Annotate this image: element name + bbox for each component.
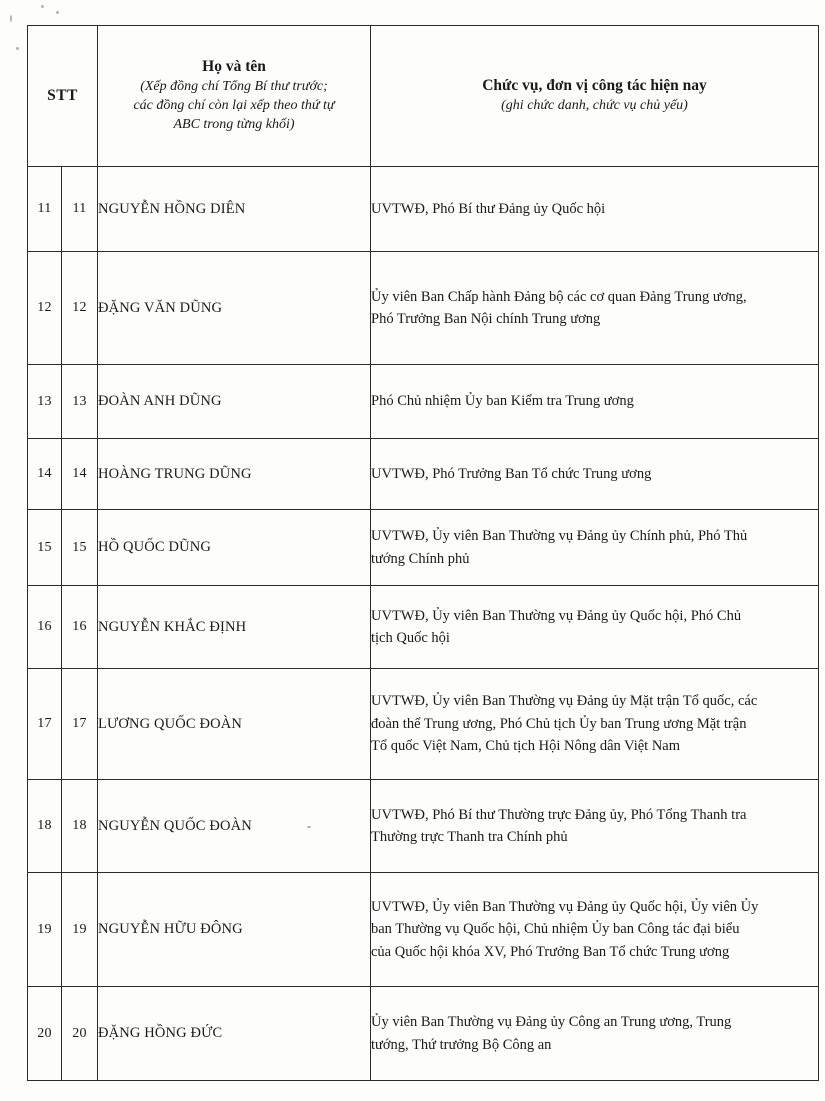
personnel-table — [27, 25, 819, 1081]
person-name: NGUYỄN HỮU ĐÔNG — [98, 873, 371, 987]
person-name: NGUYỄN HỒNG DIÊN — [98, 167, 371, 252]
row-index-inner: 18 — [62, 780, 98, 873]
position-line: UVTWĐ, Ủy viên Ban Thường vụ Đảng ủy Quốc hội, Ủy viên Ủy — [371, 898, 759, 915]
row-index-inner: 15 — [62, 510, 98, 586]
table-body — [28, 167, 819, 1081]
person-name: HỒ QUỐC DŨNG — [98, 510, 371, 586]
table-row — [28, 873, 819, 987]
header-role — [371, 26, 819, 167]
person-name: NGUYỄN QUỐC ĐOÀN — [98, 780, 371, 873]
row-index-outer: 13 — [28, 365, 62, 439]
header-name — [98, 26, 371, 167]
table-row — [28, 987, 819, 1081]
table-row — [28, 780, 819, 873]
scan-speck — [41, 5, 44, 8]
person-position — [371, 873, 819, 987]
table-row — [28, 252, 819, 365]
person-name: ĐOÀN ANH DŨNG — [98, 365, 371, 439]
person-position — [371, 586, 819, 669]
position-line: đoàn thể Trung ương, Phó Chủ tịch Ủy ban Trung ương Mặt trận — [371, 715, 747, 732]
position-line: tướng Chính phủ — [371, 550, 470, 567]
person-position — [371, 167, 819, 252]
person-position — [371, 365, 819, 439]
position-line: Phó Trưởng Ban Nội chính Trung ương — [371, 311, 601, 327]
scan-speck — [16, 47, 19, 50]
row-index-inner: 13 — [62, 365, 98, 439]
header-role-title: Chức vụ, đơn vị công tác hiện nay — [482, 76, 707, 94]
position-line: Phó Chủ nhiệm Ủy ban Kiểm tra Trung ương — [371, 393, 634, 410]
row-index-inner: 17 — [62, 669, 98, 780]
table-row — [28, 510, 819, 586]
position-line: UVTWĐ, Phó Trưởng Ban Tổ chức Trung ương — [371, 465, 652, 482]
scan-speck — [56, 11, 59, 14]
position-line: UVTWĐ, Ủy viên Ban Thường vụ Đảng ủy Mặt trận Tổ quốc, các — [371, 693, 758, 710]
position-line: UVTWĐ, Ủy viên Ban Thường vụ Đảng ủy Chính phủ, Phó Thủ — [371, 528, 748, 545]
person-position — [371, 252, 819, 365]
header-name-title: Họ và tên — [202, 57, 266, 75]
row-index-outer: 16 — [28, 586, 62, 669]
person-name: ĐẶNG VĂN DŨNG — [98, 252, 371, 365]
table-row — [28, 586, 819, 669]
person-position — [371, 669, 819, 780]
row-index-outer: 14 — [28, 439, 62, 510]
position-line: Tổ quốc Việt Nam, Chủ tịch Hội Nông dân Việt Nam — [371, 738, 681, 755]
position-line: UVTWĐ, Ủy viên Ban Thường vụ Đảng ủy Quốc hội, Phó Chủ — [371, 607, 742, 624]
row-index-inner: 19 — [62, 873, 98, 987]
table-row — [28, 167, 819, 252]
table-row — [28, 439, 819, 510]
header-row — [28, 26, 819, 167]
position-line: tướng, Thứ trưởng Bộ Công an — [371, 1036, 552, 1053]
person-position — [371, 510, 819, 586]
person-position — [371, 439, 819, 510]
row-index-outer: 19 — [28, 873, 62, 987]
row-index-outer: 11 — [28, 167, 62, 252]
header-name-note-line-1: (Xếp đồng chí Tổng Bí thư trước; — [140, 79, 328, 95]
position-line: UVTWĐ, Phó Bí thư Đảng ủy Quốc hội — [371, 200, 606, 217]
row-index-inner: 16 — [62, 586, 98, 669]
position-line: Thường trực Thanh tra Chính phủ — [371, 829, 568, 845]
row-index-outer: 15 — [28, 510, 62, 586]
row-index-inner: 12 — [62, 252, 98, 365]
table-header — [28, 26, 819, 167]
position-line: Ủy viên Ban Thường vụ Đảng ủy Công an Trung ương, Trung — [371, 1014, 732, 1031]
row-index-outer: 20 — [28, 987, 62, 1081]
person-name: ĐẶNG HỒNG ĐỨC — [98, 987, 371, 1081]
person-position — [371, 780, 819, 873]
position-line: ban Thường vụ Quốc hội, Chủ nhiệm Ủy ban Công tác đại biểu — [371, 921, 740, 938]
row-index-inner: 14 — [62, 439, 98, 510]
person-position — [371, 987, 819, 1081]
header-stt: STT — [28, 26, 98, 167]
row-index-inner: 20 — [62, 987, 98, 1081]
position-line: tịch Quốc hội — [371, 630, 450, 646]
position-line: UVTWĐ, Phó Bí thư Thường trực Đảng ủy, Phó Tổng Thanh tra — [371, 806, 747, 823]
row-index-inner: 11 — [62, 167, 98, 252]
position-line: của Quốc hội khóa XV, Phó Trưởng Ban Tổ chức Trung ương — [371, 943, 730, 960]
scan-speck — [10, 15, 12, 22]
header-name-note-line-2: các đồng chí còn lại xếp theo thứ tự — [133, 98, 335, 114]
table-row — [28, 669, 819, 780]
person-name: HOÀNG TRUNG DŨNG — [98, 439, 371, 510]
person-name: NGUYỄN KHẮC ĐỊNH — [98, 586, 371, 669]
person-name: LƯƠNG QUỐC ĐOÀN — [98, 669, 371, 780]
row-index-outer: 18 — [28, 780, 62, 873]
header-role-note: (ghi chức danh, chức vụ chủ yếu) — [501, 98, 688, 114]
table-row — [28, 365, 819, 439]
header-name-note-line-3: ABC trong từng khối) — [173, 117, 295, 133]
row-index-outer: 17 — [28, 669, 62, 780]
position-line: Ủy viên Ban Chấp hành Đảng bộ các cơ quan Đảng Trung ương, — [371, 288, 747, 305]
row-index-outer: 12 — [28, 252, 62, 365]
